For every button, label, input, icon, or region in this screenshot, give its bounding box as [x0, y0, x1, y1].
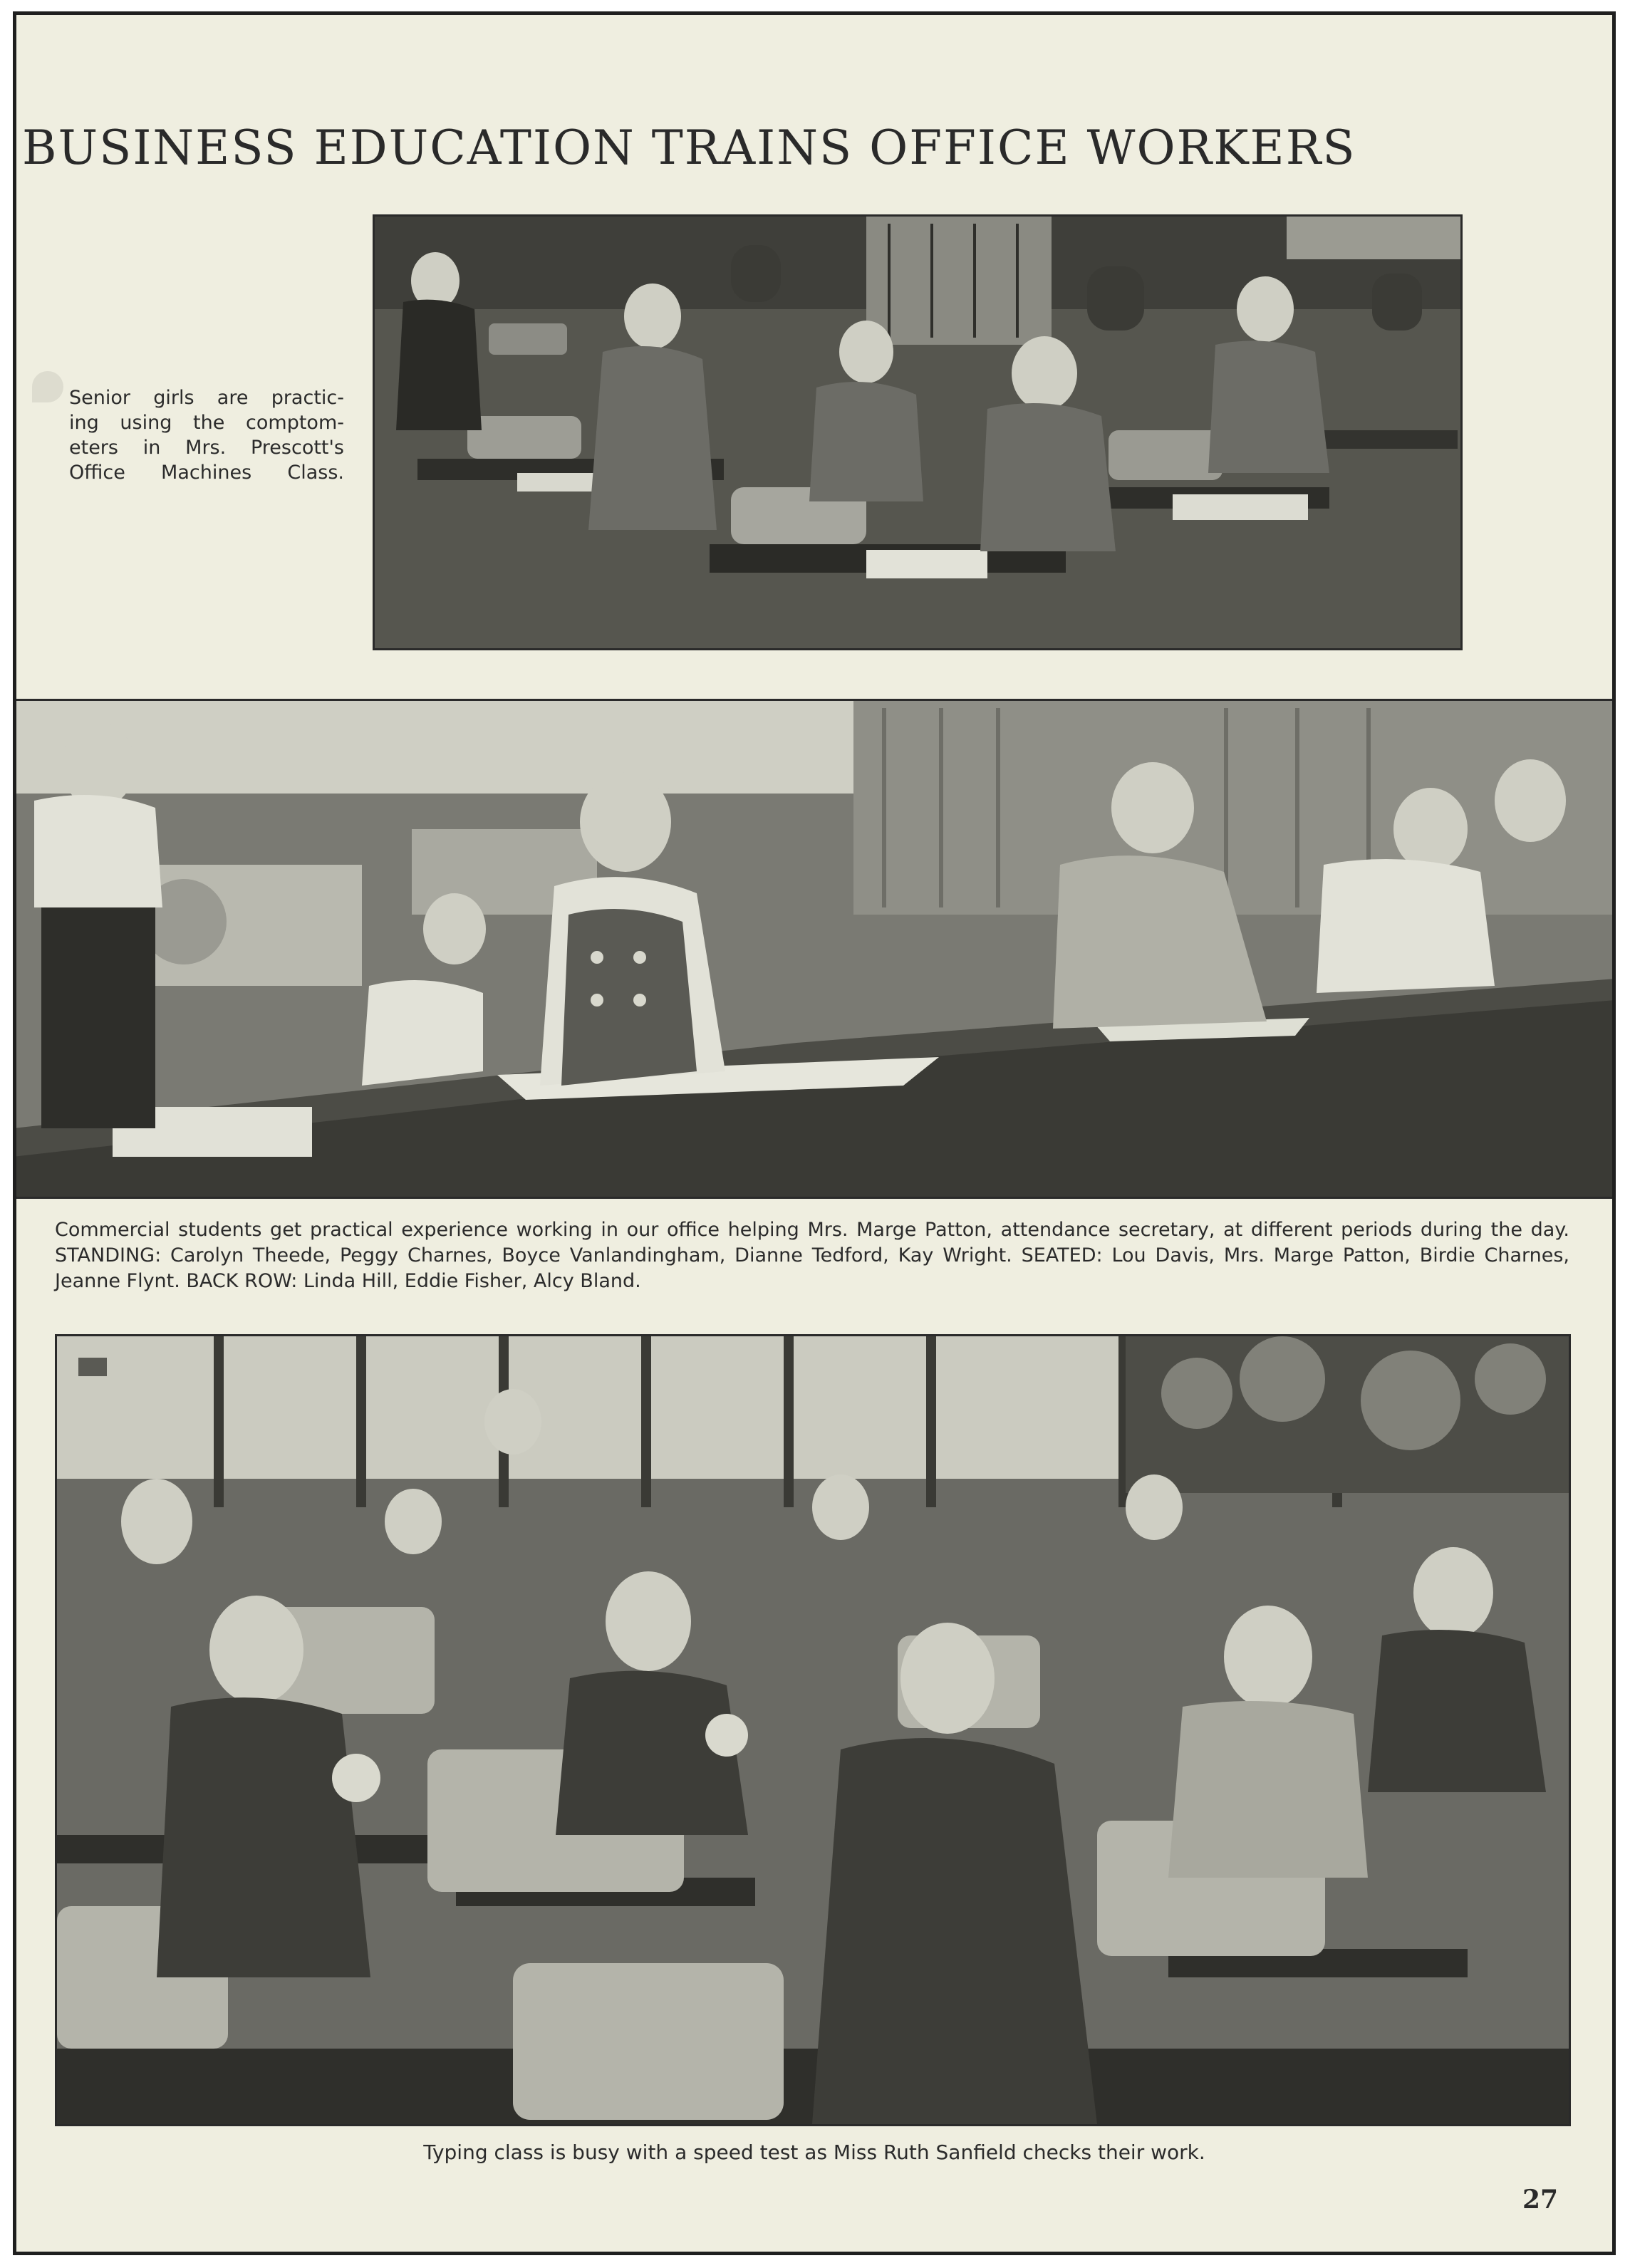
photo-office-machines-class [373, 214, 1463, 650]
yearbook-page [13, 11, 1616, 2255]
leaf-ornament-icon [32, 371, 63, 402]
photo-school-office-illustration [13, 701, 1616, 1197]
caption-line: Senior girls are practic- [69, 387, 344, 409]
page-title: BUSINESS EDUCATION TRAINS OFFICE WORKERS [22, 120, 1356, 175]
photo-office-machines-illustration [375, 217, 1460, 648]
page-number: 27 [1522, 2185, 1559, 2215]
caption-line: Office Machines Class. [69, 462, 344, 484]
caption-office-workers: Commercial students get practical experience working in our office helping Mrs. Marge Patton, attendance secretary, at different periods during the day. STANDING: Carolyn Theede, Peggy Charnes, Boyce Vanlandingham, Dianne Tedford, Kay Wright. SEATED: Lou Davis, Mrs. Marge Patton, Birdie Charnes, Jeanne Flynt. BACK ROW: Linda Hill, Eddie Fisher, Alcy Bland. [55, 1219, 1569, 1292]
photo-typing-class-illustration [57, 1336, 1569, 2124]
photo-typing-class [55, 1334, 1571, 2126]
caption-typing-class: Typing class is busy with a speed test as Miss Ruth Sanfield checks their work. [423, 2140, 1205, 2164]
caption-line: ing using the comptom- [69, 412, 344, 434]
caption-line: eters in Mrs. Prescott's [69, 437, 344, 459]
photo-school-office-workers [13, 699, 1616, 1199]
caption-office-machines [69, 385, 344, 485]
